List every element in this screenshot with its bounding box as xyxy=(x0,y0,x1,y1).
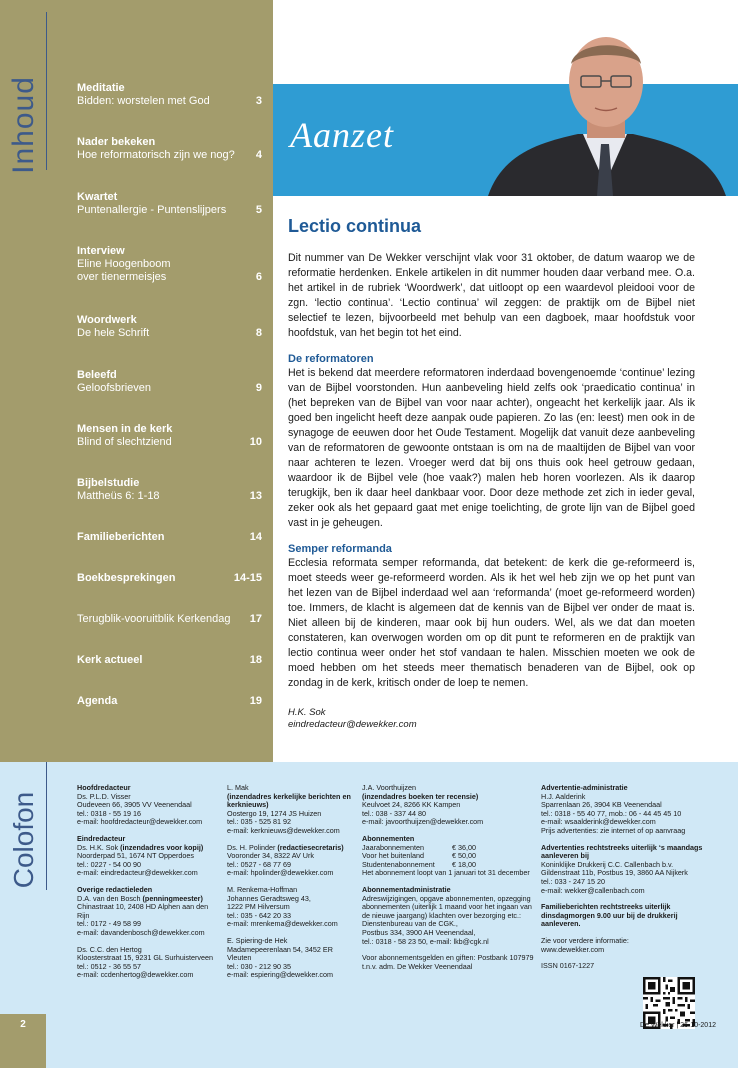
editorial-article xyxy=(288,215,695,731)
section-title: Aanzet xyxy=(290,115,394,155)
redactieleden-block: Overige redactieleden D.A. van den Bosch (penningmeester) Chinastraat 10, 2408 HD Alphen aan den Rijn tel.: 0172 - 49 58 99 e-mail: davandenbosch@dewekker.com xyxy=(77,884,209,937)
eindredacteur-block: Eindredacteur Ds. H.K. Sok (inzendadres voor kopij) Noorderpad 51, 1674 NT Opperdoes tel.: 0227 - 54 00 90 e-mail: eindredacteur@dewekker.com xyxy=(77,833,204,878)
author-email[interactable]: eindredacteur@dewekker.com xyxy=(288,719,417,730)
colofon-column-4 xyxy=(541,784,711,979)
toc-item-kwartet[interactable]: Kwartet Puntenallergie - Puntenslijpers 5 xyxy=(77,191,262,216)
toc-item-beleefd[interactable]: Beleefd Geloofsbrieven 9 xyxy=(77,369,262,394)
drukkerij-block: Advertenties rechtstreeks uiterlijk ‘s maandags aanleveren bij Koninklijke Drukkerij C.C. Callenbach b.v. Gildenstraat 11b, Postbus 19, 3860 AA Nijkerk tel.: 033 - 247 15 20 e-mail: wekker@callenbach.com xyxy=(541,842,703,895)
subheading-semper-reformanda: Semper reformanda xyxy=(288,543,392,555)
toc-item-bijbelstudie[interactable]: Bijbelstudie Mattheüs 6: 1-18 13 xyxy=(77,477,262,502)
toc-title: Inhoud xyxy=(7,76,40,174)
signature xyxy=(288,707,695,731)
author-name: H.K. Sok xyxy=(288,707,326,718)
giften-block: Voor abonnementsgelden en giften: Postbank 107979 t.n.v. adm. De Wekker Veenendaal xyxy=(362,953,534,971)
toc-item-kerk-actueel[interactable]: Kerk actueel 18 xyxy=(77,654,262,666)
subheading-reformatoren: De reformatoren xyxy=(288,353,374,365)
issue-footer: De Wekker | 26-10-2012 xyxy=(639,1022,716,1029)
colofon-column-3 xyxy=(362,784,534,979)
article-title: Lectio continua xyxy=(288,216,422,236)
colofon-column-2 xyxy=(227,784,357,988)
paragraph-reformatoren: Het is bekend dat meerdere reformatoren inderdaad bovengenoemde ‘continue’ lezing van de Bijbel voorstonden. Hun aanbeveling hield zelfs ook ‘praedicatio continua’ in (het bepreken van de Bijbel van voor naar achter), ongeacht het kerkelijk jaar. Als ik goed ben ingelicht heeft deze aanpak oude papieren. Zo las (en: leest) men ook in de synagoge de eeuwen door het Oude Testament. Mogelijk dat vanuit deze aanbeveling van de reformatoren de gewoonte ontstaan is om na de maaltijden de Bijbel van voor naar achteren te lezen. Vroeger werd dat bij ons thuis ook heel getrouw gedaan, waardoor ik de Bijbel vele (hoe vaak?) malen heb horen voorlezen. Als ik daarop terugkijk, ben ik daar heel dankbaar voor. Door deze methode zet zich in ieder geval, zeker ook als het gepaard gaat met enige toelichting, de grote lijn van de Bijbel goed vast in je geheugen. xyxy=(288,367,695,529)
toc-item-nader-bekeken[interactable]: Nader bekeken Hoe reformatorisch zijn we nog? 4 xyxy=(77,136,262,161)
renkema-block: M. Renkema-Hoffman Johannes Geradtsweg 43, 1222 PM Hilversum tel.: 035 - 642 20 33 e-mail: mrenkema@dewekker.com xyxy=(227,884,338,929)
toc-item-agenda[interactable]: Agenda 19 xyxy=(77,695,262,707)
colofon-title: Colofon xyxy=(8,791,39,889)
toc-item-mensen-in-de-kerk[interactable]: Mensen in de kerk Blind of slechtziend 10 xyxy=(77,423,262,448)
advertentie-block: Advertentie-administratie H.J. Aalderink Sparrenlaan 26, 3904 KB Veenendaal tel.: 0318 - 55 40 77, mob.: 06 - 44 45 45 10 e-mail: wsaalderink@dewekker.com Prijs advertenties: zie internet of op aanvraag xyxy=(541,783,686,835)
spiering-block: E. Spiering-de Hek Madamepeerenlaan 54, 3452 ER Vleuten tel.: 030 - 212 90 35 e-mail: espiering@dewekker.com xyxy=(227,935,333,980)
toc-item-woordwerk[interactable]: Woordwerk De hele Schrift 8 xyxy=(77,314,262,339)
toc-item-boekbesprekingen[interactable]: Boekbesprekingen 14-15 xyxy=(77,572,262,584)
familieberichten-block: Familieberichten rechtstreeks uiterlijk dinsdagmorgen 9.00 uur bij de drukkerij aanleveren. xyxy=(541,902,678,929)
abonnementen-block: Abonnementen Jaarabonnementen € 36,00 Voor het buitenland € 50,00 Studentenabonnement € 18,00 Het abonnement loopt van 1 januari tot 31 december xyxy=(362,833,530,878)
issn: ISSN 0167-1227 xyxy=(541,961,595,971)
toc-item-meditatie[interactable]: Meditatie Bidden: worstelen met God 3 xyxy=(77,82,262,107)
hoofdredacteur-block: Hoofdredacteur Ds. P.L.D. Visser Oudeveen 66, 3905 VV Veenendaal tel.: 0318 - 55 19 16 e-mail: hoofdredacteur@dewekker.com xyxy=(77,783,203,827)
colofon-column-1 xyxy=(77,784,222,988)
article-intro: Dit nummer van De Wekker verschijnt vlak voor 31 oktober, de datum waarop we de reformatie herdenken. Enkele artikelen in dit nummer houden daar verband mee. O.a. het artikel in de rubriek ‘Woordwerk’, dat uitloopt op een waardevol pleidooi voor de zgn. ‘lectio continua’. ‘Lectio continua’ wil zeggen: de praktijk om de Bijbel niet selectief te lezen, bijvoorbeeld met behulp van een dagboek, maar hoofdstuk voor hoofdstuk, van het begin tot het eind. xyxy=(288,252,695,339)
author-photo xyxy=(483,34,731,196)
toc-item-interview[interactable]: Interview Eline Hoogenboom over tienermeisjes 6 xyxy=(77,245,262,283)
polinder-block: Ds. H. Polinder (redactiesecretaris) Vooronder 34, 8322 AV Urk tel.: 0527 - 68 77 69 e-mail: hpolinder@dewekker.com xyxy=(227,842,344,878)
abonnementadministratie-block: Abonnementadministratie Adreswijzigingen, opgave abonnementen, opzegging abonnementen (uiterlijk 1 maand voor het ingaan van de nieuwe jaargang) klachten over bezorging etc.: Dienstenbureau van de CGK., Postbus 334, 3900 AH Veenendaal, tel.: 0318 - 58 23 50, e-mail: lkb@cgk.nl xyxy=(362,884,532,946)
page-number: 2 xyxy=(20,1019,26,1030)
toc-sidebar xyxy=(0,0,273,762)
sidebar-rule xyxy=(46,12,47,170)
paragraph-semper-reformanda: Ecclesia reformata semper reformanda, dat betekent: de kerk die ge-reformeerd is, moet steeds weer ge-reformeerd worden. Als ik het wel heb zijn we op het punt van het lezen van de Bijbel inderdaad wel aan ‘reformanda’ (moet ge-reformeerd worden) toe. Immers, de klacht is algemeen dat de kennis van de Bijbel ver onder de maat is. Niet alleen bij de kinderen, maar ook bij hun ouders. Wel, als we dat dan moeten constateren, kan overwogen worden om op dit punt te reformeren en de praktijk van lectio continua weer onder het stof vandaan te halen. Misschien moeten we ook de moed hebben om het steeds meer thematisch benaderen van de Bijbel, ook op zondag in de kerk, kritisch onder de loep te nemen. xyxy=(288,557,695,689)
toc-item-familieberichten[interactable]: Familieberichten 14 xyxy=(77,531,262,543)
den-hertog-block: Ds. C.C. den Hertog Kloosterstraat 15, 9231 GL Surhuisterveen tel.: 0512 - 36 55 57 e-mail: ccdenhertog@dewekker.com xyxy=(77,944,213,980)
more-info-block: Zie voor verdere informatie: www.dewekker.com xyxy=(541,935,629,954)
colofon-panel xyxy=(0,762,738,1068)
colofon-rule xyxy=(46,762,47,890)
voorthuijzen-block: J.A. Voorthuijzen (inzendadres boeken ter recensie) Keulvoet 24, 8266 KK Kampen tel.: 038 - 337 44 80 e-mail: javoorthuijzen@dewekker.com xyxy=(362,783,484,827)
mak-block: L. Mak (inzendadres kerkelijke berichten en kerknieuws) Oostergo 19, 1274 JS Huizen tel.: 035 - 525 81 92 e-mail: kerknieuws@dewekker.com xyxy=(227,783,351,835)
toc-item-kerkendag[interactable]: Terugblik-vooruitblik Kerkendag 17 xyxy=(77,613,262,625)
